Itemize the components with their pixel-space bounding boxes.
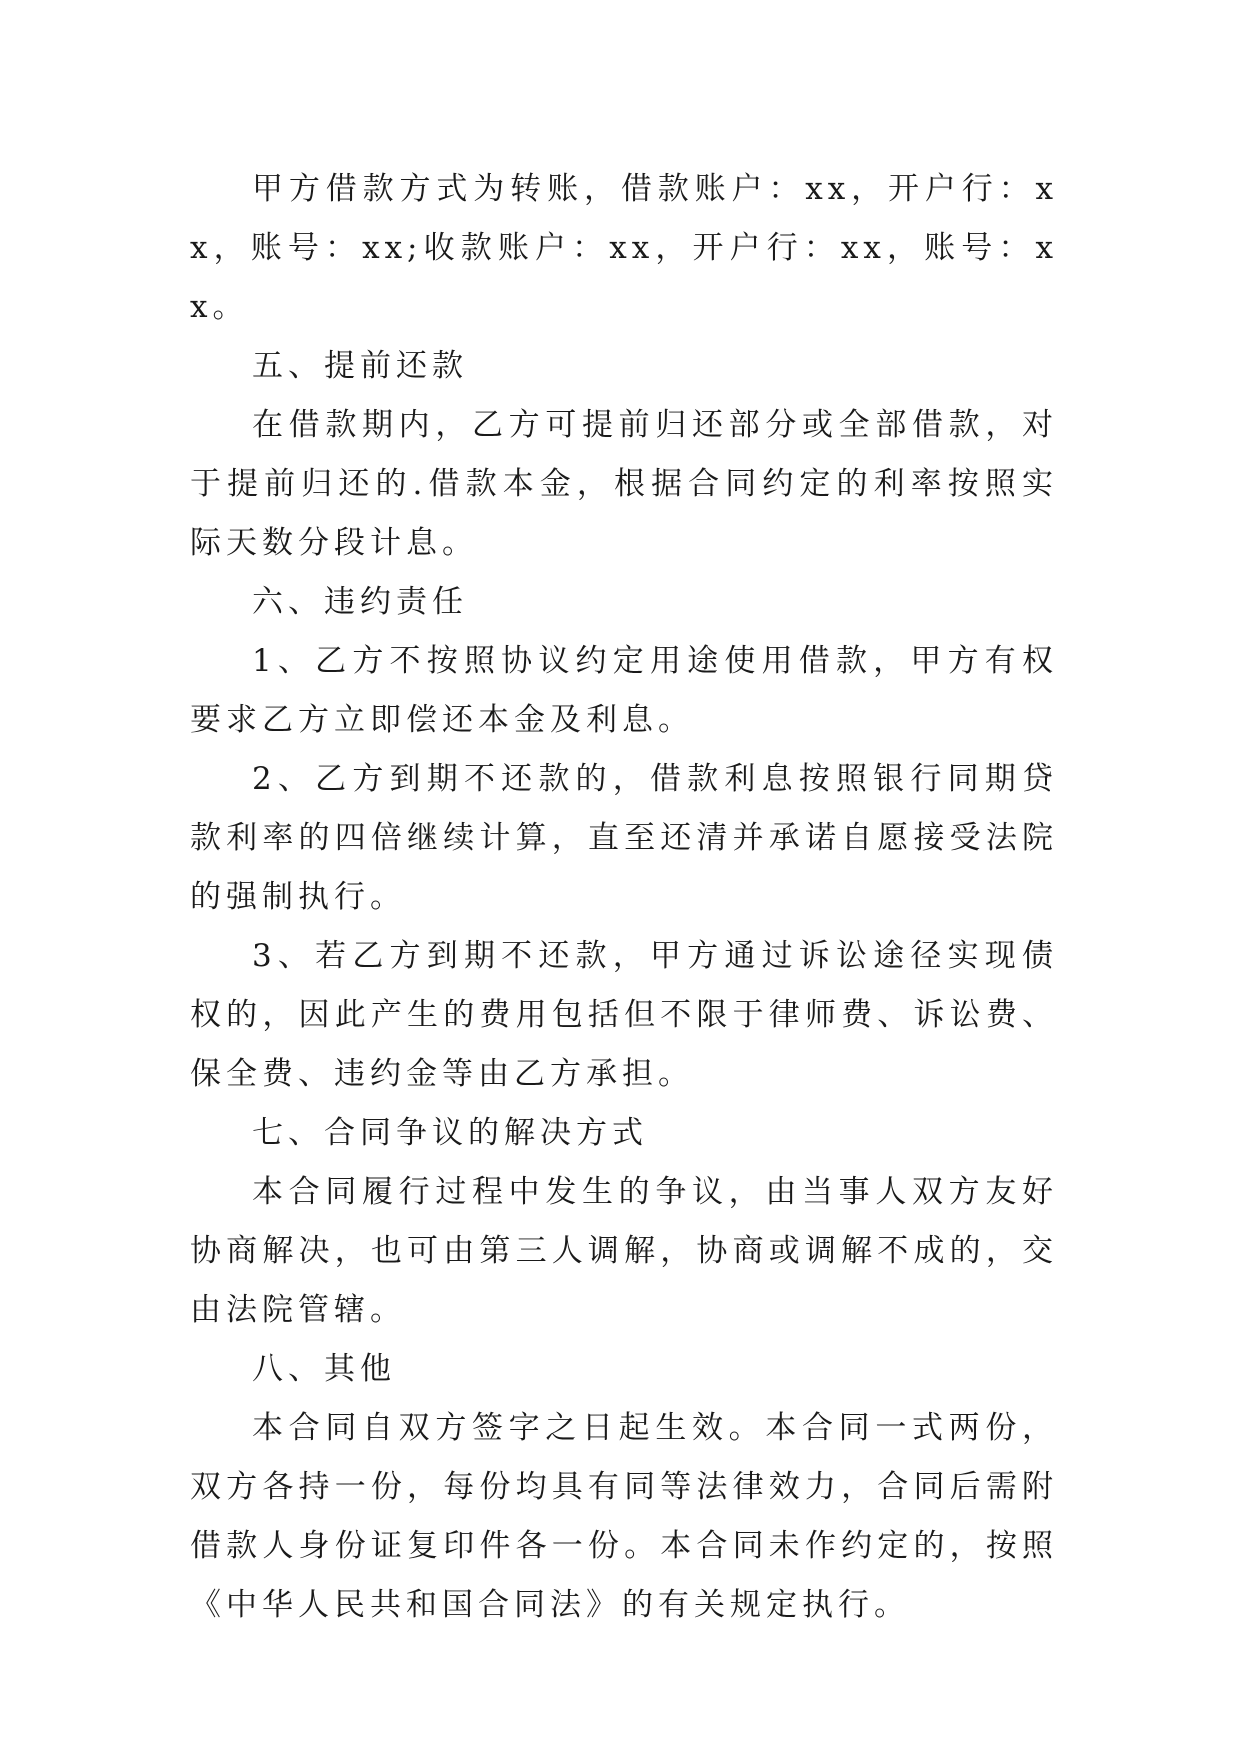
paragraph-transfer-accounts: 甲方借款方式为转账，借款账户：xx，开户行：xx，账号：xx;收款账户：xx，开户行：xx，账号：xx。 (190, 171, 1058, 325)
section-heading-breach: 六、违约责任 (252, 584, 468, 620)
section-heading-other: 八、其他 (252, 1351, 396, 1387)
paragraph-breach-3: 3、若乙方到期不还款，甲方通过诉讼途径实现债权的，因此产生的费用包括但不限于律师费、诉讼费、保全费、违约金等由乙方承担。 (190, 938, 1058, 1092)
paragraph-dispute: 本合同履行过程中发生的争议，由当事人双方友好协商解决，也可由第三人调解，协商或调解不成的，交由法院管辖。 (190, 1174, 1058, 1328)
paragraph-breach-2: 2、乙方到期不还款的，借款利息按照银行同期贷款利率的四倍继续计算，直至还清并承诺自愿接受法院的强制执行。 (190, 761, 1058, 915)
paragraph-prepayment: 在借款期内，乙方可提前归还部分或全部借款，对于提前归还的.借款本金，根据合同约定的利率按照实际天数分段计息。 (190, 407, 1058, 561)
section-heading-prepayment: 五、提前还款 (252, 348, 468, 384)
paragraph-other: 本合同自双方签字之日起生效。本合同一式两份，双方各持一份，每份均具有同等法律效力，合同后需附借款人身份证复印件各一份。本合同未作约定的，按照《中华人民共和国合同法》的有关规定执行。 (190, 1410, 1058, 1623)
document-page (190, 160, 1058, 1635)
paragraph-breach-1: 1、乙方不按照协议约定用途使用借款，甲方有权要求乙方立即偿还本金及利息。 (190, 643, 1058, 738)
section-heading-dispute: 七、合同争议的解决方式 (252, 1115, 648, 1151)
